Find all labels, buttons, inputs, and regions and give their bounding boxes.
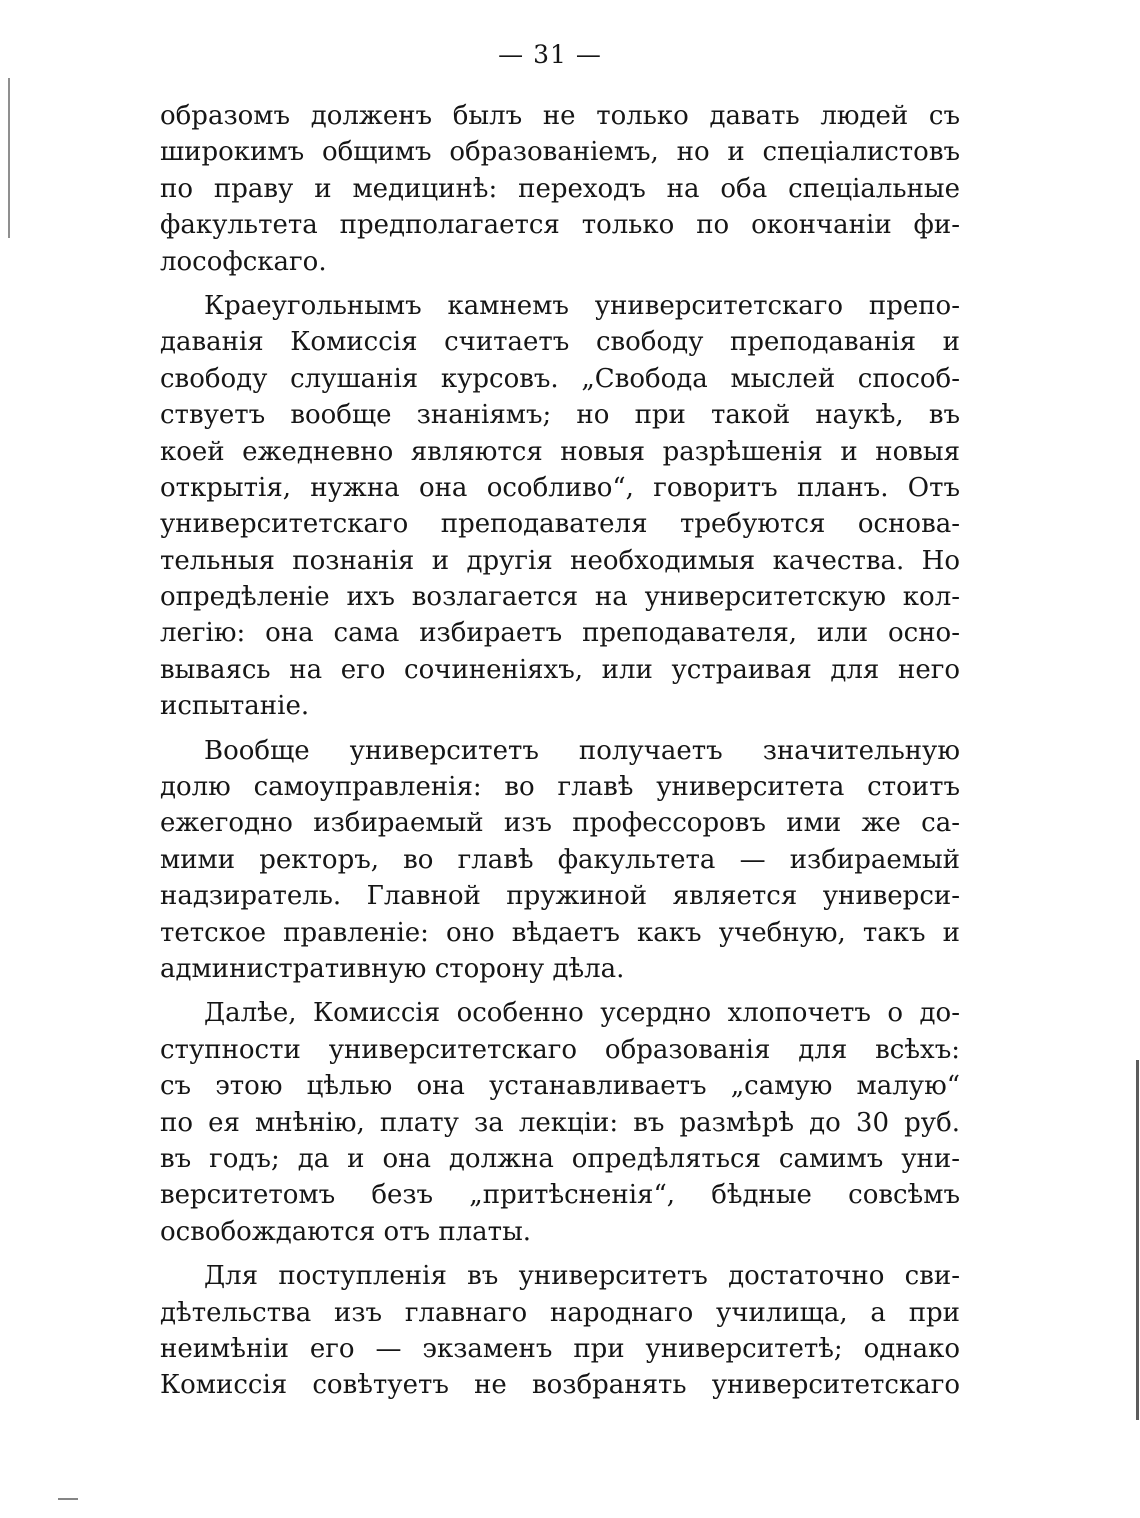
text-line: лософскаго. <box>160 246 327 277</box>
paragraph-gap <box>160 1250 960 1258</box>
text-line: свободу слушанія курсовъ. „Свобода мыслей способ- <box>160 363 960 394</box>
text-line: надзиратель. Главной пружиной является универси- <box>160 881 960 912</box>
paragraph-gap <box>160 725 960 733</box>
text-line: административную сторону дѣла. <box>160 953 625 984</box>
text-line: Далѣе, Комиссія особенно усердно хлопочетъ о до- <box>204 998 960 1029</box>
scan-corner-mark <box>58 1498 78 1500</box>
text-line: опредѣленіе ихъ возлагается на университетскую кол- <box>160 582 960 613</box>
text-line: даванія Комиссія считаетъ свободу преподаванія и <box>160 327 960 358</box>
paragraph <box>160 733 960 988</box>
text-line: ствуетъ вообще знаніямъ; но при такой наукѣ, въ <box>160 400 960 431</box>
text-line: Для поступленія въ университетъ достаточно сви- <box>204 1261 960 1292</box>
text-line: съ этою цѣлью она устанавливаетъ „самую малую“ <box>160 1071 960 1102</box>
paragraph-gap <box>160 280 960 288</box>
text-line: испытаніе. <box>160 691 310 722</box>
paragraph <box>160 98 960 280</box>
paragraph <box>160 995 960 1250</box>
text-line: мими ректоръ, во главѣ факультета — избираемый <box>160 844 960 875</box>
page-number: — 31 — <box>498 40 602 69</box>
text-line: тельныя познанія и другія необходимыя качества. Но <box>160 545 960 576</box>
text-line: легію: она сама избираетъ преподавателя, или осно- <box>160 618 960 649</box>
text-line: Вообще университетъ получаетъ значительную <box>204 735 960 766</box>
text-line: по ея мнѣнію, плату за лекціи: въ размѣрѣ до 30 руб. <box>160 1107 960 1138</box>
scan-edge-mark-right <box>1136 1060 1139 1420</box>
text-line: по праву и медицинѣ: переходъ на оба спеціальные <box>160 173 960 204</box>
paragraph <box>160 1258 960 1404</box>
text-line: въ годъ; да и она должна опредѣляться самимъ уни- <box>160 1143 960 1174</box>
paragraph-gap <box>160 987 960 995</box>
text-line: неимѣніи его — экзаменъ при университетѣ; однако <box>160 1333 960 1364</box>
text-line: верситетомъ безъ „притѣсненія“, бѣдные совсѣмъ <box>160 1180 960 1211</box>
text-line: коей ежедневно являются новыя разрѣшенія и новыя <box>160 436 960 467</box>
text-line: Краеугольнымъ камнемъ университетскаго препо- <box>204 290 960 321</box>
text-line: долю самоуправленія: во главѣ университета стоитъ <box>160 772 960 803</box>
body-text <box>160 98 960 1404</box>
text-line: образомъ долженъ былъ не только давать людей съ <box>160 101 960 131</box>
text-line: вываясь на его сочиненіяхъ, или устраивая для него <box>160 654 960 685</box>
text-line: университетскаго преподавателя требуются основа- <box>160 509 960 540</box>
text-line: ступности университетскаго образованія для всѣхъ: <box>160 1034 960 1065</box>
text-line: широкимъ общимъ образованіемъ, но и спеціалистовъ <box>160 137 960 168</box>
text-line: Комиссія совѣтуетъ не возбранять университетскаго <box>160 1370 960 1401</box>
text-line: освобождаются отъ платы. <box>160 1216 532 1247</box>
text-line: ежегодно избираемый изъ профессоровъ ими же са- <box>160 808 960 839</box>
paragraph <box>160 288 960 725</box>
text-line: факультета предполагается только по окончаніи фи- <box>160 210 960 241</box>
text-line: тетское правленіе: оно вѣдаетъ какъ учебную, такъ и <box>160 917 960 948</box>
text-line: открытія, нужна она особливо“, говоритъ планъ. Отъ <box>160 472 960 503</box>
scan-edge-mark-left <box>8 78 10 238</box>
text-line: дѣтельства изъ главнаго народнаго училища, а при <box>160 1297 960 1328</box>
